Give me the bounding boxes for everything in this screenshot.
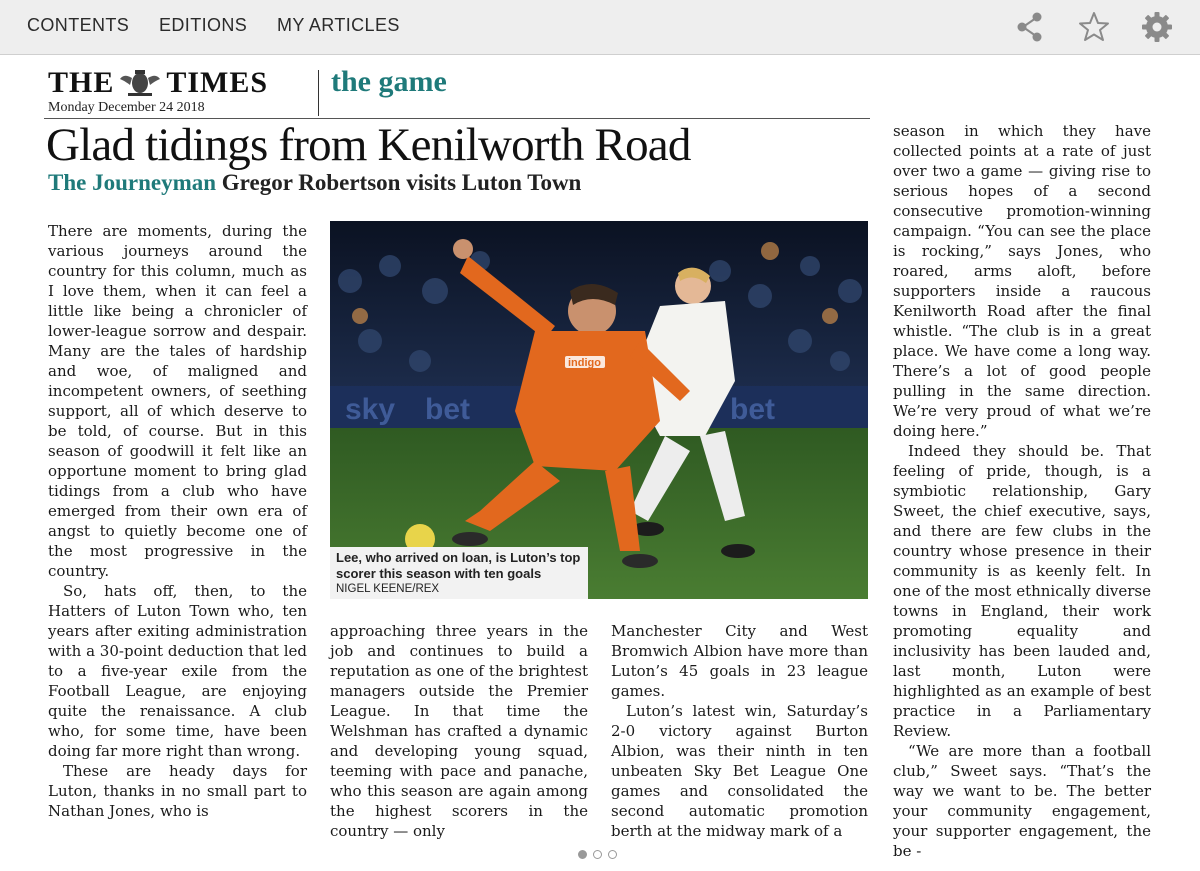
paragraph: There are moments, during the various journeys around the country for this column, much as I love them, when it can feel a little like being a chronicler of lower-league sorrow and despair. Many are the tales of hardship and woe, of maligned and incompetent owners, of seething support, all of which deserve to be told, of course. But in this season of goodwill it felt like an opportune moment to bring glad tidings from a club who have emerged from their own era of angst to quietly become one of the most progressive in the country. <box>48 222 307 580</box>
column-kicker: The Journeyman <box>48 170 217 195</box>
page-indicator <box>578 850 617 859</box>
paragraph: So, hats off, then, to the Hatters of Luton Town who, ten years after exiting administration with a 30-point deduction that led to a five-year exile from the Football League, are enjoying quite the renaissance. A club who, for some time, have been doing far more right than wrong. <box>48 582 307 760</box>
paragraph: Luton’s latest win, Saturday’s 2-0 victory against Burton Albion, was their ninth in ten unbeaten Sky Bet League One games and consolidated the second automatic promotion berth at the midway mark of a <box>611 702 868 840</box>
nav-editions[interactable]: EDITIONS <box>159 15 248 35</box>
nav-my-articles[interactable]: MY ARTICLES <box>277 15 400 35</box>
article-column-1 <box>48 221 307 821</box>
ad-board-text: sky <box>345 393 396 426</box>
photo-caption <box>330 547 588 599</box>
paragraph: “We are more than a football club,” Sweet says. “That’s the way we want to be. The better your community engagement, your supporter engagement, the be - <box>893 742 1151 860</box>
nav-contents[interactable]: CONTENTS <box>27 15 130 35</box>
paragraph: approaching three years in the job and continues to build a reputation as one of the brightest managers outside the Premier League. In that time the Welshman has crafted a dynamic and developing young squad, teeming with pace and panache, who this season are again among the highest scorers in the country — only <box>330 622 588 840</box>
gear-icon[interactable] <box>1140 10 1174 44</box>
caption-text: Lee, who arrived on loan, is Luton’s top scorer this season with ten goals <box>336 550 581 581</box>
logo-times: TIMES <box>166 66 269 99</box>
paragraph: These are heady days for Luton, thanks in no small part to Nathan Jones, who is <box>48 762 307 820</box>
section-title: the game <box>331 65 447 98</box>
byline: Gregor Robertson visits Luton Town <box>221 170 582 195</box>
masthead-divider <box>318 70 319 116</box>
article-photo <box>330 221 868 599</box>
issue-date: Monday December 24 2018 <box>48 100 205 115</box>
photo-credit: NIGEL KEENE/REX <box>336 583 440 595</box>
logo-the: THE <box>48 66 115 99</box>
article-column-2 <box>330 621 588 841</box>
top-toolbar <box>0 0 1200 55</box>
article-column-4 <box>893 121 1151 861</box>
page-dot[interactable] <box>578 850 587 859</box>
paragraph: Indeed they should be. That feeling of pride, though, is a symbiotic relationship, Gary Sweet, the chief executive, says, and there are few clubs in the country whose presence in their community is as keenly felt. In one of the most ethnically diverse towns in England, their work promoting equality and inclusivity has been lauded and, last month, Luton were highlighted as an example of best practice in a Parliamentary Review. <box>893 442 1151 740</box>
the-times-logo <box>48 68 268 98</box>
crest-icon <box>118 69 162 97</box>
ad-board-text: bet <box>425 393 470 426</box>
article-column-3 <box>611 621 868 841</box>
page-dot[interactable] <box>608 850 617 859</box>
article-headline: Glad tidings from Kenilworth Road <box>46 119 691 171</box>
ad-board-text: bet <box>730 393 775 426</box>
standfirst <box>48 170 581 196</box>
paragraph: Manchester City and West Bromwich Albion have more than Luton’s 45 goals in 23 league games. <box>611 622 868 700</box>
paragraph: season in which they have collected points at a rate of just over two a game — giving rise to serious hopes of a second consecutive promotion-winning campaign. “You can see the place is rocking,” says Jones, who roared, arms aloft, before supporters inside a raucous Kenilworth Road after the final whistle. “The club is in a great place. We have come a long way. There’s a lot of good people pulling in the same direction. We’re very proud of what we’re doing here.” <box>893 122 1151 440</box>
share-icon[interactable] <box>1013 10 1047 44</box>
masthead <box>48 68 268 116</box>
page-dot[interactable] <box>593 850 602 859</box>
star-icon[interactable] <box>1077 10 1111 44</box>
football-photo <box>330 221 868 599</box>
shirt-sponsor: indigo <box>568 357 601 369</box>
